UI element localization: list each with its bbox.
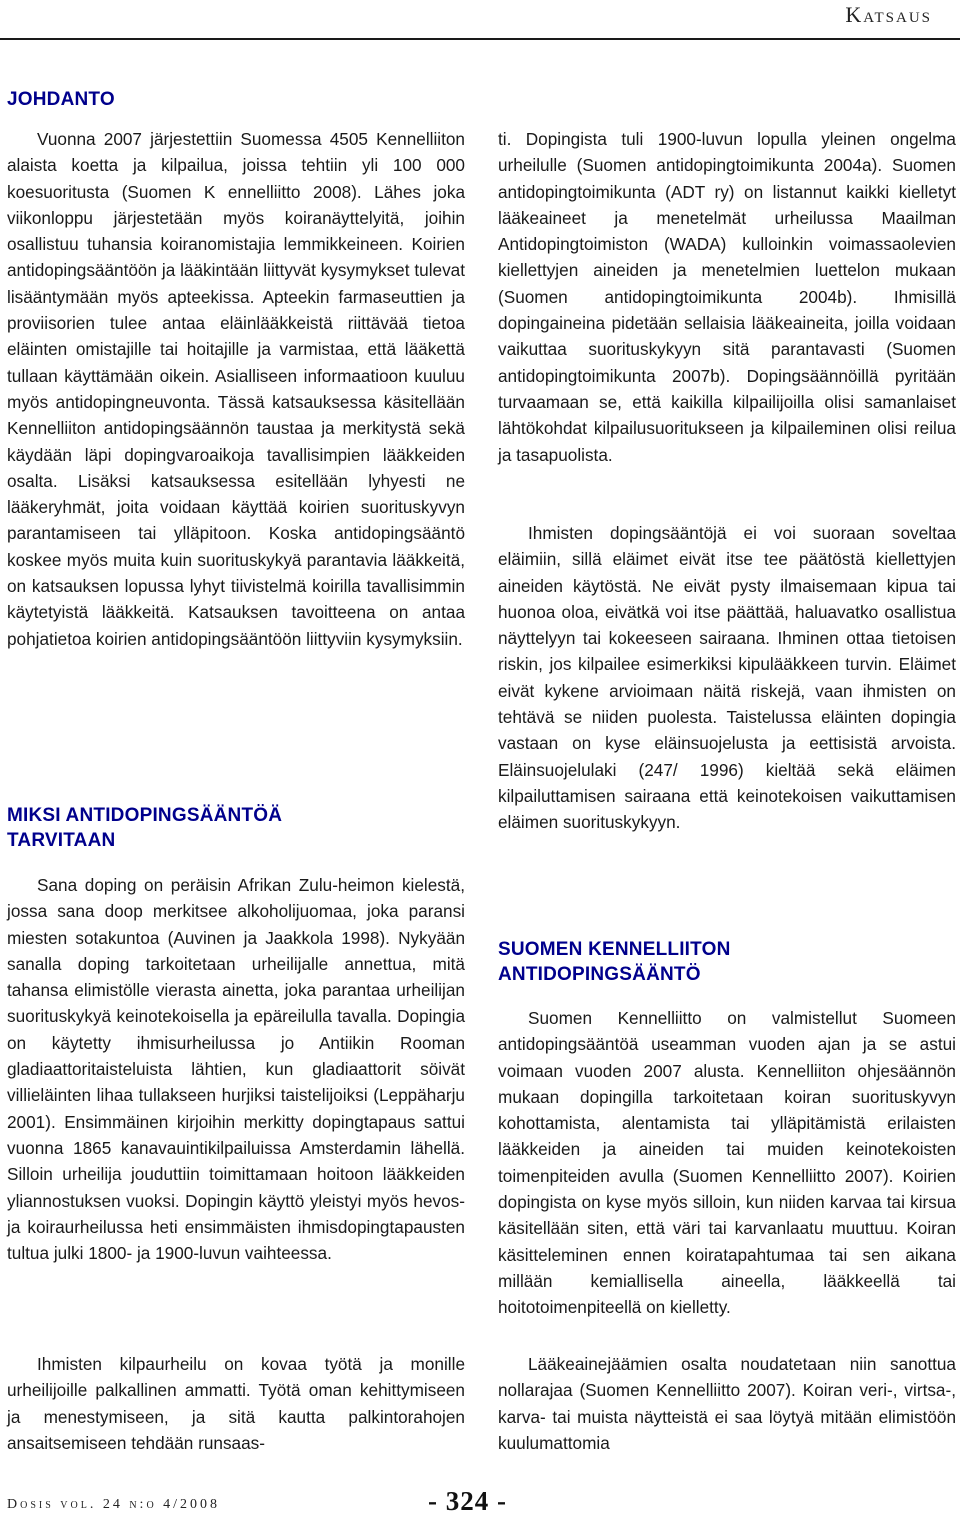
continued-paragraph: ti. Dopingista tuli 1900-luvun lopulla yleinen ongelma urheilulle (Suomen antidopingtoimikunta 2004a). Suomen antidopingtoimikunta (ADT ry) on listannut kaikki kielletyt lääkeaineet ja menetelmät urheilussa Maailman Antidopingtoimiston (WADA) kulloinkin voimassaolevien kiellettyjen aineiden ja menetelmien luettelon mukaan (Suomen antidopingtoimikunta 2004b). Ihmisillä dopingaineina pidetään sellaisia lääkeaineita, joilla voidaan vaikuttaa suorituskykyyn sitä parantavasti (Suomen antidopingtoimikunta 2007b). Dopingsäännöillä pyritään turvaamaan se, että kaikilla kilpailijoilla olisi samanlaiset lähtökohdat kilpailusuoritukseen ja kilpaileminen olisi reilua ja tasapuolista. xyxy=(498,129,956,465)
heading-miksi-line2: TARVITAAN xyxy=(7,830,116,851)
heading-miksi-line1: MIKSI ANTIDOPINGSÄÄNTÖÄ xyxy=(7,805,283,826)
heading-kennelliitto-line2: ANTIDOPINGSÄÄNTÖ xyxy=(498,964,701,985)
kennel-paragraph-2: Lääkeainejäämien osalta noudatetaan niin sanottua nollarajaa (Suomen Kennelliitto 2007). Koiran veri-, virtsa-, karva- tai muista näytteistä ei saa löytyä mitään elimistöön kuulumattomia xyxy=(498,1354,956,1453)
journal-footer: Dosis vol. 24 n:o 4/2008 xyxy=(7,1497,221,1512)
heading-johdanto: JOHDANTO xyxy=(7,89,115,110)
animals-paragraph: Ihmisten dopingsääntöjä ei voi suoraan soveltaa eläimiin, sillä eläimet eivät itse tee päätöstä kiellettyjen aineiden käytöstä. Ne eivät pysty ilmaisemaan kipua tai huonoa oloa, eivätkä voi itse päättää, haluavatko osallistua näyttelyyn tai kokeeseen sairaana. Ihminen ottaa tietoisen riskin, jos kilpailee esimerkiksi kipulääkkeen turvin. Eläimet eivät kykene arvioimaan näitä riskejä, vaan ihmisten on tehtävä se niiden puolesta. Taistelussa eläinten dopingia vastaan on kyse eläinsuojelusta ja eettisistä arvoista. Eläinsuojelulaki (247/ 1996) kieltää sekä eläimen kilpailuttamisen sairaana että keinotekoisen vaikuttamisen eläimen suorituskykyyn. xyxy=(498,523,956,833)
intro-paragraph: Vuonna 2007 järjestettiin Suomessa 4505 Kennelliiton alaista koetta ja kilpailua, joissa tehtiin yli 100 000 koesuoritusta (Suomen K ennelliitto 2008). Lähes joka viikonloppu järjestetään myös koiranäyttelyitä, joihin osallistuu tuhansia koiranomistajia lemmikkeineen. Koirien antidopingsääntöön ja lääkintään liittyvät kysymykset tulevat lisääntymään myös apteekissa. Apteekin farmaseuttien ja proviisorien tulee antaa eläinlääkkeistä riittävää tietoa eläinten omistajille tai hoitajille ja varmistaa, että lääkettä tullaan käyttämään oikein. Asialliseen informaatioon kuuluu myös antidopingneuvonta. Tässä katsauksessa käsitellään Kennelliiton antidopingsäännön taustaa ja merkitystä sekä käydään läpi dopingvaroaikoja tavallisimpien lääkkeiden osalta. Lisäksi katsauksessa esitellään lyhyesti ne lääkeryhmät, joita voidaan käyttää koirien suorituskyvyn parantamiseen tai ylläpitoon. Koska antidopingsääntö koskee myös muita kuin suorituskykyä parantavia lääkkeitä, on katsauksen lopussa lyhyt tiivistelmä koirilla tavallisimmin käytetyistä lääkkeitä. Katsauksen tavoitteena on antaa pohjatietoa koirien antidopingsääntöön liittyviin kysymyksiin. xyxy=(7,129,465,649)
why-paragraph-2: Ihmisten kilpaurheilu on kovaa työtä ja monille urheilijoille palkallinen ammatti. Työtä oman kehittymiseen ja menestymiseen, ja sitä kautta palkintorahojen ansaitsemiseen tehdään runsaas- xyxy=(7,1354,465,1453)
section-title: Katsaus xyxy=(845,2,932,27)
page-header xyxy=(0,0,960,40)
why-paragraph-1: Sana doping on peräisin Afrikan Zulu-heimon kielestä, jossa sana doop merkitsee alkoholijuomaa, joka paransi miesten sotakuntoa (Auvinen ja Jaakkola 1998). Nykyään sanalla doping tarkoitetaan urheilijalle annettua, mitä tahansa elimistölle vierasta ainetta, joka parantaa urheilijan suorituskykyä keinotekoisella ja epäreilulla tavalla. Dopingia on käytetty ihmisurheilussa jo Antiikin Rooman gladiaattoritaisteluista lähtien, kun gladiaattorit söivät villieläinten lihaa tullakseen hurjiksi taistelijoiksi (Leppäharju 2001). Ensimmäinen kirjoihin merkitty dopingtapaus sattui vuonna 1865 kanavauintikilpailuissa Amsterdamin lähellä. Silloin urheilija jouduttiin toimittamaan hoitoon lääkkeiden yliannostuksen vuoksi. Dopingin käyttö yleistyi myös hevos- ja koiraurheilussa heti ensimmäisten ihmisdopingtapausten tultua julki 1800- ja 1900-luvun vaihteessa. xyxy=(7,875,465,1264)
page-number: - 324 - xyxy=(428,1486,507,1516)
header-rule xyxy=(0,38,960,40)
heading-kennelliitto-line1: SUOMEN KENNELLIITON xyxy=(498,939,731,960)
kennel-paragraph-1: Suomen Kennelliitto on valmistellut Suomeen antidopingsääntöä useamman vuoden ajan ja se astui voimaan vuoden 2007 alusta. Kennelliiton ohjesäännön mukaan dopingilla tarkoitetaan koiran suorituskyvyn kohottamista, alentamista tai ylläpitämistä erilaisten lääkkeiden ja aineiden tai muiden keinotekoisten toimenpiteiden avulla (Suomen Kennelliitto 2007). Koirien dopingista on kyse myös silloin, kun niiden karvaa tai kirsua käsitellään siten, että väri tai karvanlaatu muuttuu. Koiran käsitteleminen ennen koiratapahtumaa tai sen aikana millään kemiallisella aineella, lääkkeellä tai hoitotoimenpiteellä on kielletty. xyxy=(498,1008,956,1318)
